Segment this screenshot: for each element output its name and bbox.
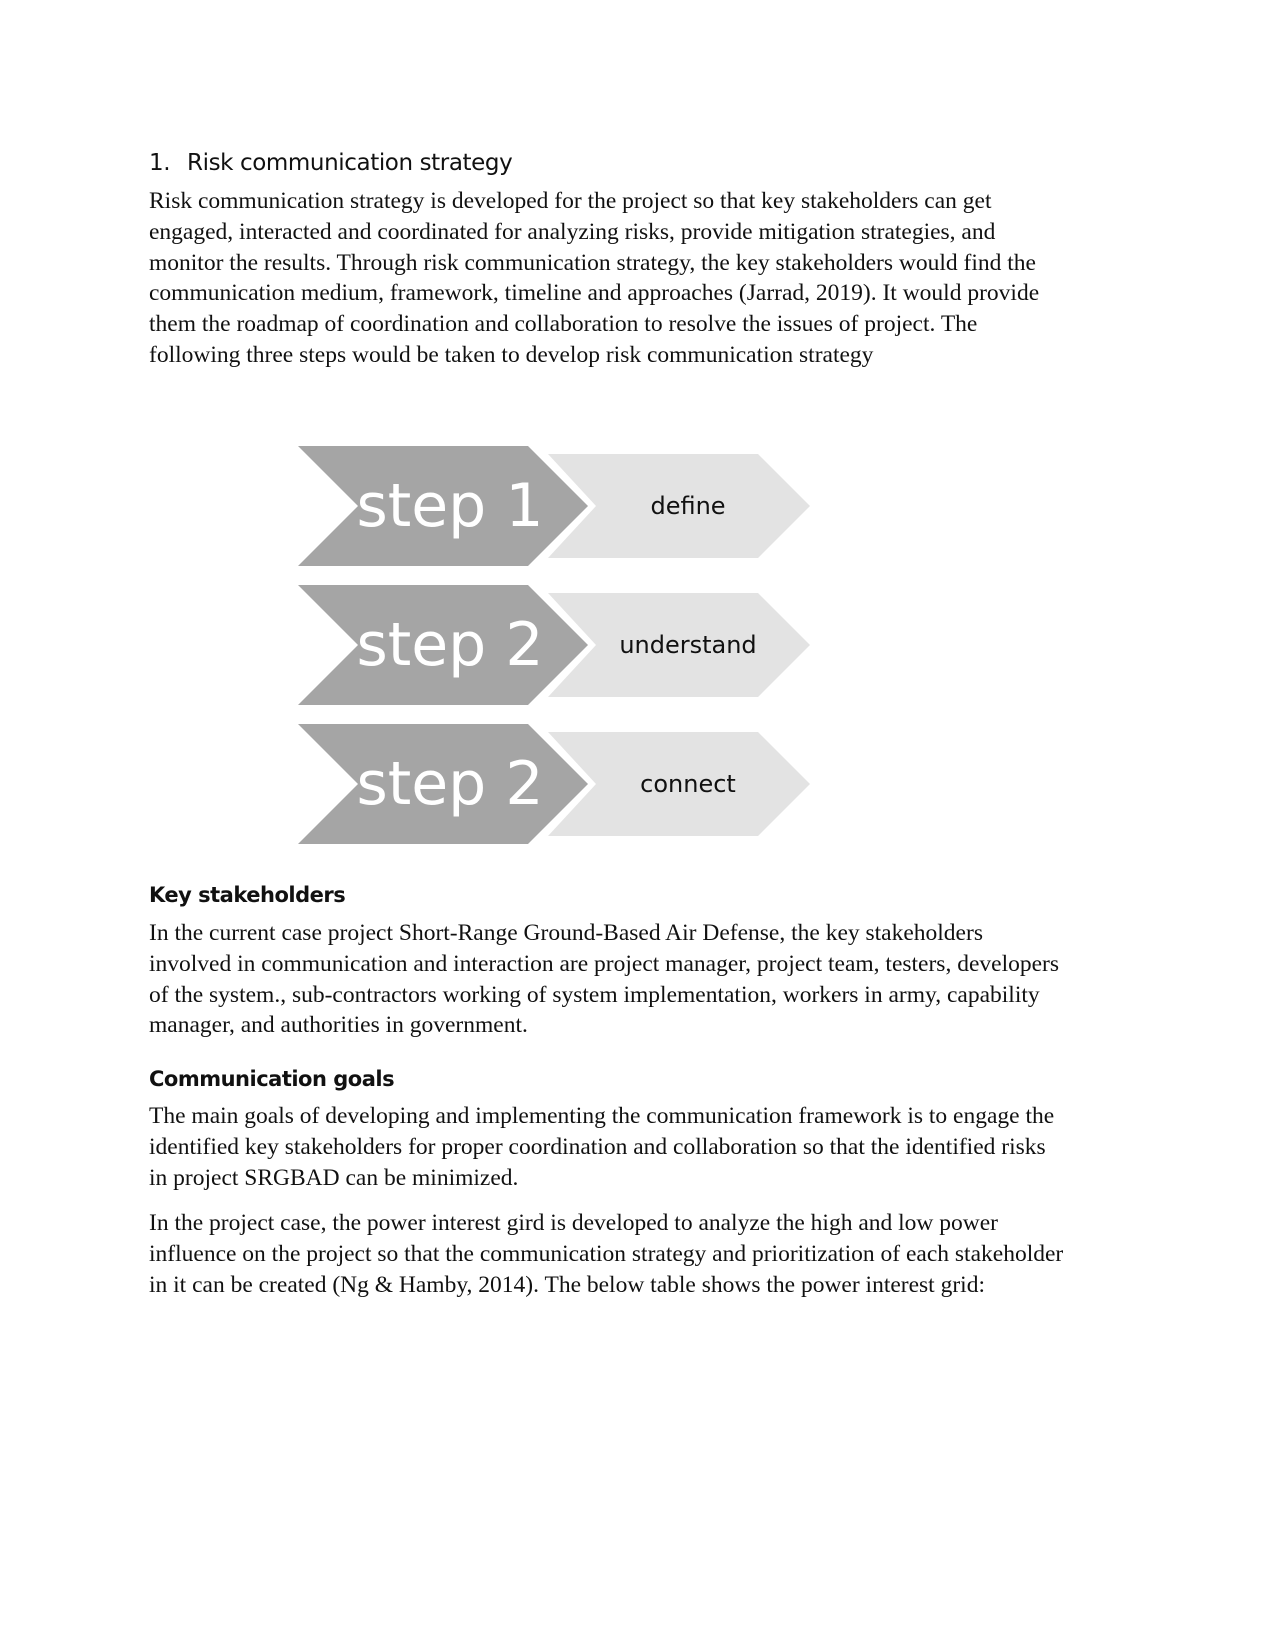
risk-strategy-paragraph	[149, 186, 1129, 371]
paragraph-line: In the current case project Short-Range Ground-Based Air Defense, the key stakeholders	[149, 920, 983, 946]
step-row-2	[298, 585, 810, 705]
paragraph-line: engaged, interacted and coordinated for analyzing risks, provide mitigation strategies, and	[149, 218, 996, 245]
paragraph-line: manager, and authorities in government.	[149, 1012, 528, 1039]
paragraph-line: of the system., sub-contractors working of system implementation, workers in army, capability	[149, 981, 1040, 1008]
paragraph-line: The main goals of developing and implementing the communication framework is to engage the	[149, 1103, 1055, 1129]
step-row-3	[298, 724, 810, 844]
paragraph-line: in it can be created (Ng & Hamby, 2014). The below table shows the power interest grid:	[149, 1271, 985, 1298]
step-3-label: step 2	[356, 749, 544, 819]
section-heading-risk-communication	[149, 150, 512, 176]
paragraph-line: monitor the results. Through risk communication strategy, the key stakeholders would find the	[149, 249, 1036, 276]
paragraph-line: Risk communication strategy is developed for the project so that key stakeholders can get	[149, 188, 992, 214]
paragraph-line: In the project case, the power interest gird is developed to analyze the high and low power	[149, 1210, 998, 1236]
paragraph-line: in project SRGBAD can be minimized.	[149, 1164, 519, 1191]
step-1-label: step 1	[356, 471, 544, 541]
paragraph-line: them the roadmap of coordination and collaboration to resolve the issues of project. The	[149, 311, 978, 338]
section-title: Risk communication strategy	[187, 150, 513, 176]
key-stakeholders-heading: Key stakeholders	[149, 883, 346, 907]
paragraph-line: communication medium, framework, timeline and approaches (Jarrad, 2019). It would provide	[149, 280, 1040, 307]
paragraph-line: following three steps would be taken to develop risk communication strategy	[149, 341, 874, 368]
paragraph-line: identified key stakeholders for proper coordination and collaboration so that the identified risks	[149, 1133, 1046, 1160]
section-number: 1.	[149, 150, 171, 176]
step-2-action-label: understand	[619, 631, 757, 659]
paragraph-line: influence on the project so that the communication strategy and prioritization of each stakeholder	[149, 1240, 1064, 1267]
step-row-1	[298, 446, 810, 566]
key-stakeholders-paragraph	[149, 918, 1129, 1041]
step-3-action-label: connect	[640, 770, 736, 798]
three-step-process-diagram	[298, 446, 818, 846]
step-1-action-label: define	[650, 492, 726, 520]
paragraph-line: involved in communication and interaction are project manager, project team, testers, developers	[149, 950, 1059, 977]
communication-goals-paragraph	[149, 1101, 1129, 1193]
power-interest-paragraph	[149, 1208, 1129, 1300]
step-2-label: step 2	[356, 610, 544, 680]
step-chevron-graphic	[298, 446, 818, 846]
communication-goals-heading: Communication goals	[149, 1067, 395, 1091]
